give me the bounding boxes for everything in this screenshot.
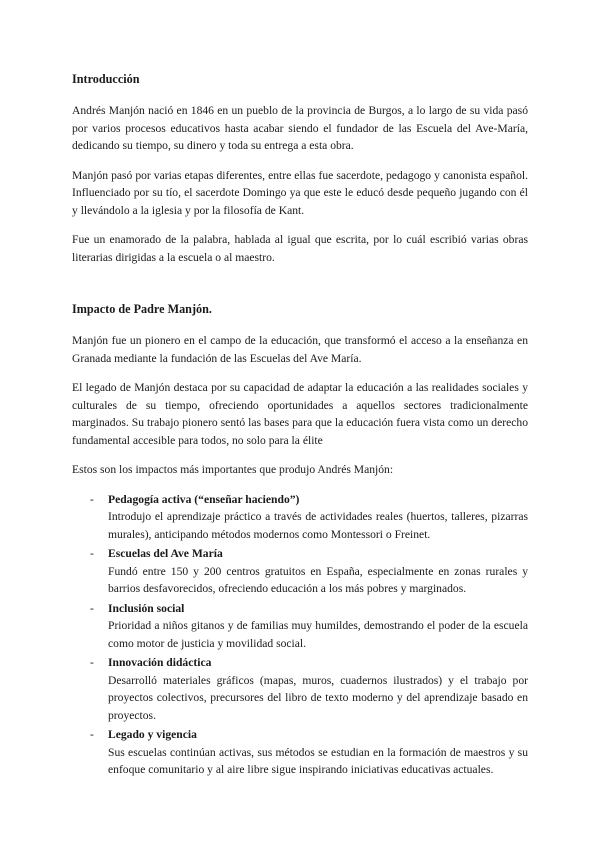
intro-heading: Introducción [72, 72, 140, 86]
list-item-description: Introdujo el aprendizaje práctico a través de actividades reales (huertos, talleres, pizarras murales), anticipando métodos modernos como Montessori o Freinet. [108, 510, 528, 541]
intro-paragraph-1: Andrés Manjón nació en 1846 en un pueblo de la provincia de Burgos, a lo largo de su vida pasó por varios procesos educativos hasta acabar siendo el fundador de las Escuela del Ave-María, dedicando su tiempo, su dinero y toda su entrega a esta obra. [72, 104, 528, 152]
list-item-title: Legado y vigencia [108, 728, 197, 741]
list-item-description: Prioridad a niños gitanos y de familias muy humildes, demostrando el poder de la escuela como motor de justicia y movilidad social. [108, 619, 528, 650]
impact-section [72, 300, 528, 779]
impact-heading: Impacto de Padre Manjón. [72, 302, 212, 316]
list-item-description: Fundó entre 150 y 200 centros gratuitos en España, especialmente en zonas rurales y barrios desfavorecidos, ofreciendo educación a los más pobres y marginados. [108, 564, 528, 595]
bullet-dash: - [90, 547, 94, 560]
list-item-title: Inclusión social [108, 601, 185, 615]
list-item [72, 545, 528, 598]
list-item-description: Desarrolló materiales gráficos (mapas, muros, cuadernos ilustrados) y el trabajo por proyectos colectivos, precursores del libro de texto moderno y del aprendizaje basado en proyectos. [108, 673, 528, 722]
bullet-dash: - [90, 601, 94, 615]
intro-paragraph-3: Fue un enamorado de la palabra, hablada al igual que escrita, por lo cuál escribió varias obras literarias dirigidas a la escuela o al maestro. [72, 233, 528, 264]
list-item-description: Sus escuelas continúan activas, sus métodos se estudian en la formación de maestros y su enfoque comunitario y al aire libre sigue inspirando iniciativas educativas actuales. [108, 745, 528, 776]
intro-section [72, 70, 528, 266]
list-item [72, 726, 528, 779]
impact-paragraph-1: Manjón fue un pionero en el campo de la educación, que transformó el acceso a la enseñanza en Granada mediante la fundación de las Escuelas del Ave María. [72, 334, 528, 365]
list-item [72, 654, 528, 724]
bullet-dash: - [90, 728, 94, 741]
list-item-title: Escuelas del Ave María [108, 547, 223, 560]
impact-paragraph-3: Estos son los impactos más importantes que produjo Andrés Manjón: [72, 463, 394, 476]
intro-paragraph-2: Manjón pasó por varias etapas diferentes, entre ellas fue sacerdote, pedagogo y canonista español. Influenciado por su tío, el sacerdote Domingo ya que este le educó desde pequeño jugando con él y llevándolo a la iglesia y por la filosofía de Kant. [72, 168, 528, 217]
bullet-dash: - [90, 492, 94, 506]
bullet-dash: - [90, 656, 94, 669]
impact-list [72, 491, 528, 779]
list-item-title: Pedagogía activa (“enseñar haciendo”) [108, 492, 300, 506]
list-item [72, 491, 528, 544]
document-page [72, 70, 528, 781]
list-item-title: Innovación didáctica [108, 656, 212, 669]
impact-paragraph-2: El legado de Manjón destaca por su capacidad de adaptar la educación a las realidades sociales y culturales de su tiempo, ofreciendo oportunidades a aquellos sectores tradicionalmente marginados. Su trabajo pionero sentó las bases para que la educación fuera vista como un derecho fundamental accesible para todos, no solo para la élite [72, 381, 528, 447]
list-item [72, 600, 528, 653]
